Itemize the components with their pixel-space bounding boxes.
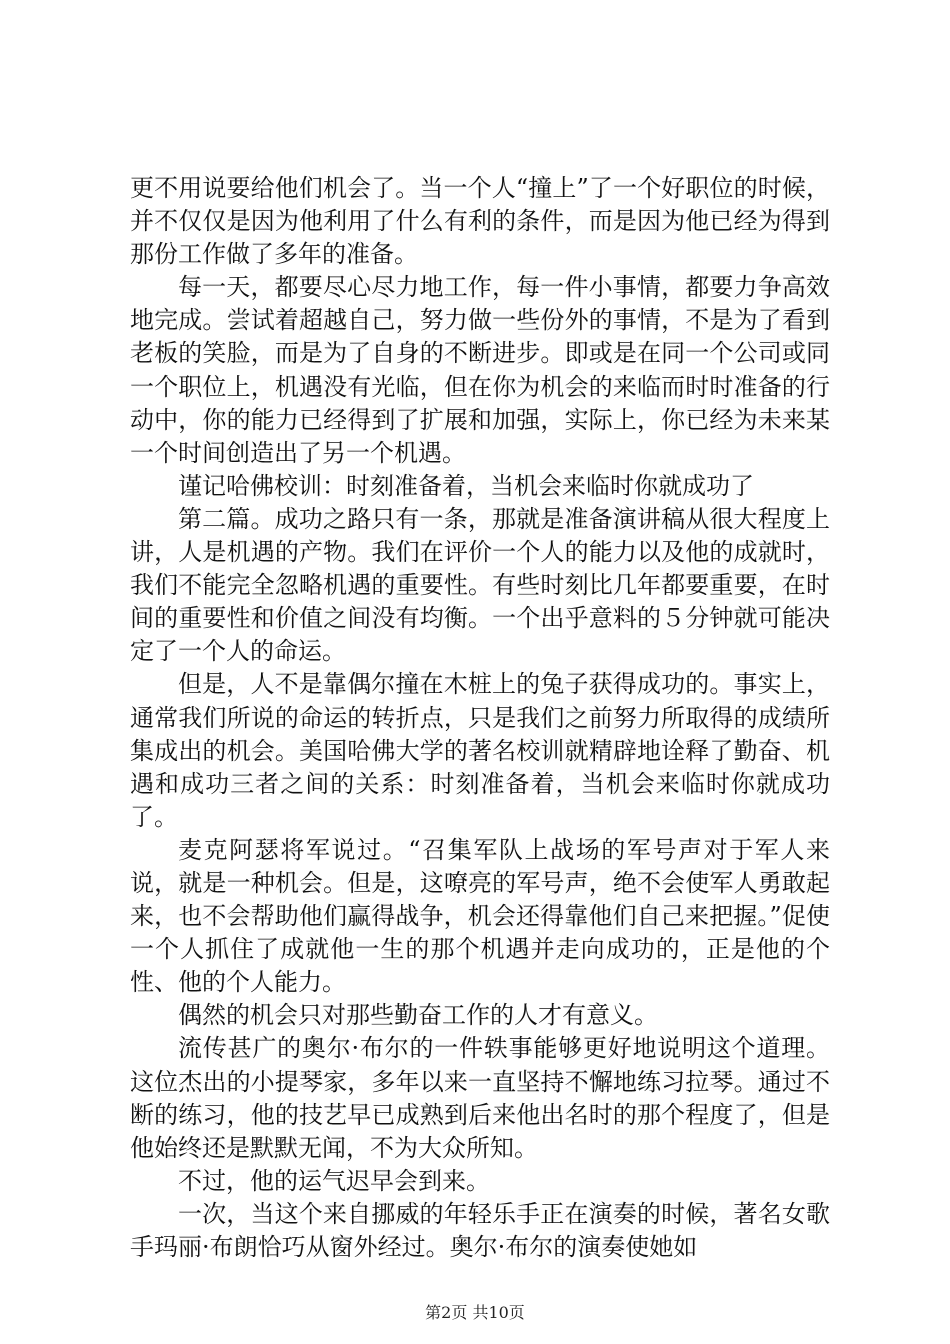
- paragraph-7: 偶然的机会只对那些勤奋工作的人才有意义。: [178, 1001, 658, 1030]
- paragraph-3: 谨记哈佛校训：时刻准备着，当机会来临时你就成功了: [178, 471, 754, 500]
- page-footer: 第2页 共10页: [425, 1303, 525, 1322]
- paragraph-4: 第二篇。成功之路只有一条，那就是准备演讲稿从很大程度上讲，人是机遇的产物。我们在评价一个人的能力以及他的成就时，我们不能完全忽略机遇的重要性。有些时刻比几年都要重要，在时间的重要性和价值之间没有均衡。一个出乎意料的５分钟就可能决定了一个人的命运。: [130, 504, 830, 666]
- paragraph-8: 流传甚广的奥尔·布尔的一件轶事能够更好地说明这个道理。这位杰出的小提琴家，多年以来一直坚持不懈地练习拉琴。通过不断的练习，他的技艺早已成熟到后来他出名时的那个程度了，但是他始终还是默默无闻，不为大众所知。: [130, 1034, 830, 1162]
- paragraph-6: 麦克阿瑟将军说过。“召集军队上战场的军号声对于军人来说，就是一种机会。但是，这嘹亮的军号声，绝不会使军人勇敢起来，也不会帮助他们赢得战争，机会还得靠他们自己来把握。”促使一个人抓住了成就他一生的那个机遇并走向成功的，正是他的个性、他的个人能力。: [130, 835, 830, 997]
- paragraph-10: 一次，当这个来自挪威的年轻乐手正在演奏的时候，著名女歌手玛丽·布朗恰巧从窗外经过。奥尔·布尔的演奏使她如: [130, 1199, 830, 1261]
- paragraph-9: 不过，他的运气迟早会到来。: [178, 1166, 490, 1195]
- paragraph-1: 更不用说要给他们机会了。当一个人“撞上”了一个好职位的时候，并不仅仅是因为他利用了什么有利的条件，而是因为他已经为得到那份工作做了多年的准备。: [130, 174, 830, 269]
- paragraph-5: 但是，人不是靠偶尔撞在木桩上的兔子获得成功的。事实上，通常我们所说的命运的转折点，只是我们之前努力所取得的成绩所集成出的机会。美国哈佛大学的著名校训就精辟地诠释了勤奋、机遇和成功三者之间的关系：时刻准备着，当机会来临时你就成功了。: [130, 670, 830, 831]
- document-body: [130, 172, 830, 1264]
- paragraph-2: 每一天，都要尽心尽力地工作，每一件小事情，都要力争高效地完成。尝试着超越自己，努力做一些份外的事情，不是为了看到老板的笑脸，而是为了自身的不断进步。即或是在同一个公司或同一个职位上，机遇没有光临，但在你为机会的来临而时时准备的行动中，你的能力已经得到了扩展和加强，实际上，你已经为未来某一个时间创造出了另一个机遇。: [130, 273, 830, 467]
